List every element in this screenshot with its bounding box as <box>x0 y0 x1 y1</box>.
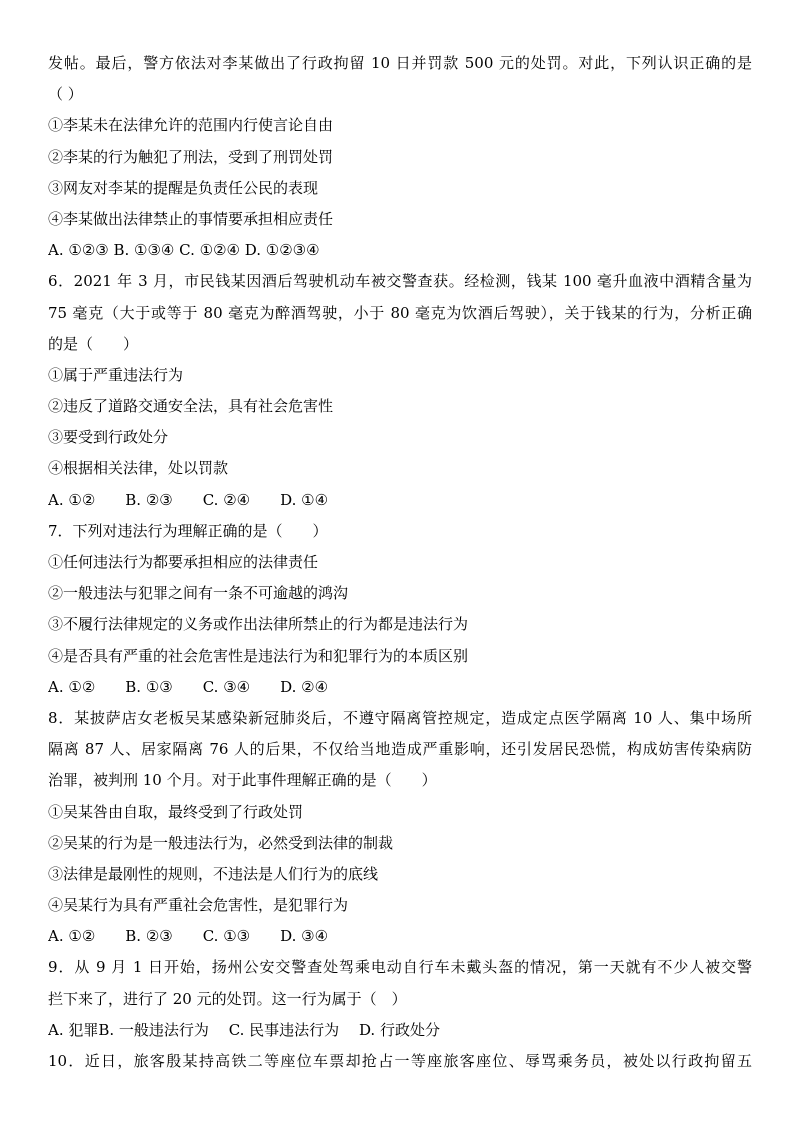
text-line: 9．从 9 月 1 日开始，扬州公安交警查处驾乘电动自行车未戴头盔的情况，第一天就有不少人被交警 <box>48 958 752 977</box>
text-line: ②一般违法与犯罪之间有一条不可逾越的鸿沟 <box>48 584 349 603</box>
text-line: ②李某的行为触犯了刑法，受到了刑罚处罚 <box>48 147 334 166</box>
text-line: ①李某未在法律允许的范围内行使言论自由 <box>48 116 334 135</box>
text-line: 拦下来了，进行了 20 元的处罚。这一行为属于（ ） <box>48 989 407 1008</box>
text-line: 7．下列对违法行为理解正确的是（ ） <box>48 521 328 540</box>
text-line: 隔离 87 人、居家隔离 76 人的后果，不仅给当地造成严重影响，还引发居民恐慌，构成妨害传染病防 <box>48 740 752 759</box>
text-line: ③法律是最刚性的规则，不违法是人们行为的底线 <box>48 864 379 883</box>
document-body <box>48 48 752 1077</box>
text-line: ③不履行法律规定的义务或作出法律所禁止的行为都是违法行为 <box>48 615 469 634</box>
text-line: ④李某做出法律禁止的事情要承担相应责任 <box>48 209 334 228</box>
text-line: ①吴某咎由自取，最终受到了行政处罚 <box>48 802 304 821</box>
text-line: A. ①② B. ①③ C. ③④ D. ②④ <box>48 677 329 696</box>
text-line: 的是（ ） <box>48 334 139 353</box>
text-line: A. ①②③ B. ①③④ C. ①②④ D. ①②③④ <box>48 241 320 260</box>
text-line: 10．近日，旅客殷某持高铁二等座位车票却抢占一等座旅客座位、辱骂乘务员，被处以行政拘留五 <box>48 1052 752 1070</box>
text-line: ①任何违法行为都要承担相应的法律责任 <box>48 553 319 571</box>
text-line: 75 毫克（大于或等于 80 毫克为醉酒驾驶，小于 80 毫克为饮酒后驾驶），关于钱某的行为，分析正确 <box>48 303 752 322</box>
text-line: A. ①② B. ②③ C. ②④ D. ①④ <box>48 490 329 509</box>
document-page <box>48 48 752 1077</box>
text-line: ④吴某行为具有严重社会危害性，是犯罪行为 <box>48 896 349 915</box>
text-line: ②吴某的行为是一般违法行为，必然受到法律的制裁 <box>48 833 394 852</box>
text-line: ②违反了道路交通安全法，具有社会危害性 <box>48 397 334 416</box>
text-line: ④是否具有严重的社会危害性是违法行为和犯罪行为的本质区别 <box>48 646 469 665</box>
text-line: ①属于严重违法行为 <box>48 365 184 384</box>
text-line: A. 犯罪B. 一般违法行为 C. 民事违法行为 D. 行政处分 <box>48 1020 440 1039</box>
text-line: （ ） <box>48 85 83 104</box>
text-line: ④根据相关法律，处以罚款 <box>48 459 229 478</box>
text-line: ③要受到行政处分 <box>48 428 169 447</box>
text-line: 8．某披萨店女老板吴某感染新冠肺炎后，不遵守隔离管控规定，造成定点医学隔离 10 人、集中场所 <box>48 708 752 727</box>
text-line: A. ①② B. ②③ C. ①③ D. ③④ <box>48 927 329 946</box>
text-line: 治罪，被判刑 10 个月。对于此事件理解正确的是（ ） <box>48 771 437 790</box>
text-line: 发帖。最后，警方依法对李某做出了行政拘留 10 日并罚款 500 元的处罚。对此，下列认识正确的是 <box>48 54 752 72</box>
text-line: ③网友对李某的提醒是负责任公民的表现 <box>48 178 319 197</box>
text-line: 6．2021 年 3 月，市民钱某因酒后驾驶机动车被交警查获。经检测，钱某 100 毫升血液中酒精含量为 <box>48 272 752 291</box>
